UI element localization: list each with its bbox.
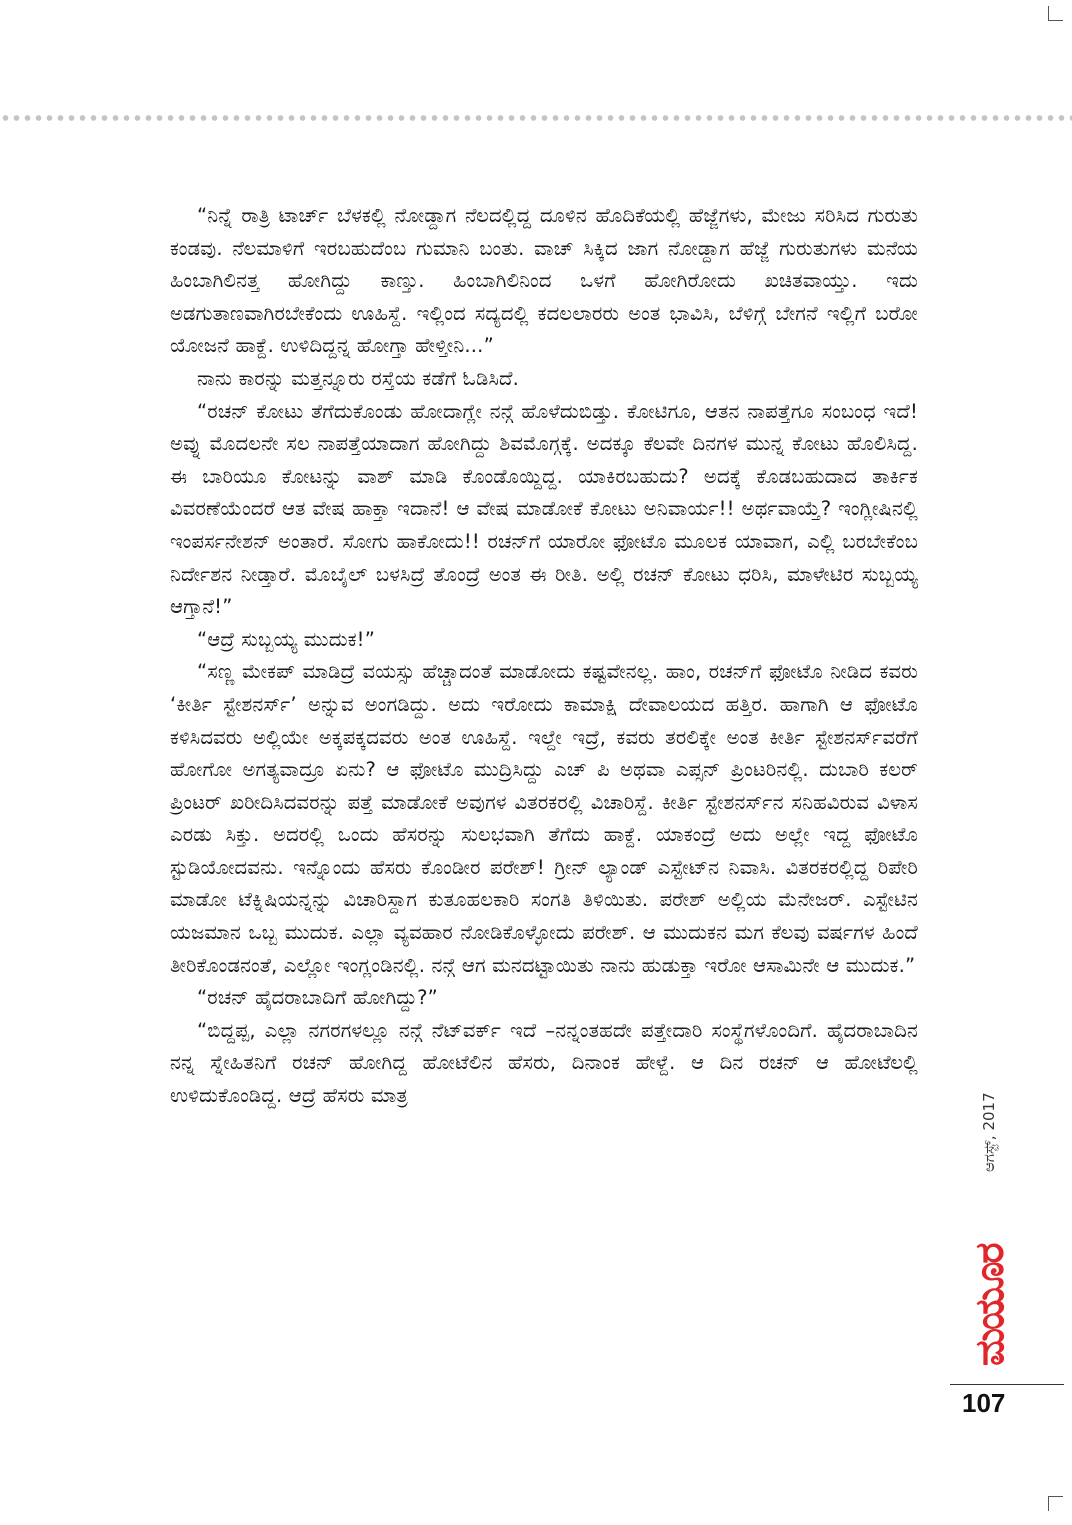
crop-mark-top-right (1048, 6, 1063, 21)
folio-rule (950, 1384, 1064, 1385)
paragraph: ನಾನು ಕಾರನ್ನು ಮತ್ತನ್ನೂರು ರಸ್ತೆಯ ಕಡೆಗೆ ಓಡಿಸಿದೆ. (197, 366, 519, 390)
article-body (170, 200, 918, 1113)
paragraph: “ಬಿದ್ದಪ್ಪ, ಎಲ್ಲಾ ನಗರಗಳಲ್ಲೂ ನನ್ಗೆ ನೆಟ್‌ವರ್ಕ್ ಇದೆ –ನನ್ನಂತಹದೇ ಪತ್ತೇದಾರಿ ಸಂಸ್ಥೆಗಳೊಂದಿಗೆ. ಹೈದರಾಬಾದಿನ ನನ್ನ ಸ್ನೇಹಿತನಿಗೆ ರಚನ್ ಹೋಗಿದ್ದ ಹೋಟೆಲಿನ ಹೆಸರು, ದಿನಾಂಕ ಹೇಳ್ದೆ. ಆ ದಿನ ರಚನ್ ಆ ಹೋಟೆಲಲ್ಲಿ ಉಳಿದುಕೊಂಡಿದ್ದ. ಆದ್ರೆ ಹೆಸರು ಮಾತ್ರ (170, 1018, 918, 1108)
paragraph: “ರಚನ್ ಹೈದರಾಬಾದಿಗೆ ಹೋಗಿದ್ದು?” (197, 986, 438, 1010)
magazine-sidebar (967, 1092, 1013, 1388)
paragraph: “ನಿನ್ನೆ ರಾತ್ರಿ ಟಾರ್ಚ್ ಬೆಳಕಲ್ಲಿ ನೋಡ್ದಾಗ ನೆಲದಲ್ಲಿದ್ದ ದೂಳಿನ ಹೊದಿಕೆಯಲ್ಲಿ ಹೆಜ್ಜೆಗಳು, ಮೇಜು ಸರಿಸಿದ ಗುರುತು ಕಂಡವು. ನೆಲಮಾಳಿಗೆ ಇರಬಹುದೆಂಬ ಗುಮಾನಿ ಬಂತು. ವಾಚ್ ಸಿಕ್ಕಿದ ಜಾಗ ನೋಡ್ದಾಗ ಹೆಜ್ಜೆ ಗುರುತುಗಳು ಮನೆಯ ಹಿಂಬಾಗಿಲಿನತ್ತ ಹೋಗಿದ್ದು ಕಾಣ್ತು. ಹಿಂಬಾಗಿಲಿನಿಂದ ಒಳಗೆ ಹೋಗಿರೋದು ಖಚಿತವಾಯ್ತು. ಇದು ಅಡಗುತಾಣವಾಗಿರಬೇಕೆಂದು ಊಹಿಸ್ದೆ. ಇಲ್ಲಿಂದ ಸದ್ಯದಲ್ಲಿ ಕದಲಲಾರರು ಅಂತ ಭಾವಿಸಿ, ಬೆಳಿಗ್ಗೆ ಬೇಗನೆ ಇಲ್ಲಿಗೆ ಬರೋ ಯೋಜನೆ ಹಾಕ್ದೆ. ಉಳಿದಿದ್ದನ್ನ ಹೋಗ್ತಾ ಹೇಳ್ತೀನಿ...” (170, 204, 918, 358)
paragraph: “ಸಣ್ಣ ಮೇಕಪ್ ಮಾಡಿದ್ರೆ ವಯಸ್ಸು ಹೆಚ್ಚಾದಂತೆ ಮಾಡೋದು ಕಷ್ಟವೇನಲ್ಲ. ಹಾಂ, ರಚನ್‌ಗೆ ಫೋಟೊ ನೀಡಿದ ಕವರು ‘ಕೀರ್ತಿ ಸ್ಟೇಶನರ್ಸ್’ ಅನ್ನುವ ಅಂಗಡಿದ್ದು. ಅದು ಇರೋದು ಕಾಮಾಕ್ಷಿ ದೇವಾಲಯದ ಹತ್ತಿರ. ಹಾಗಾಗಿ ಆ ಫೋಟೊ ಕಳಿಸಿದವರು ಅಲ್ಲಿಯೇ ಅಕ್ಕಪಕ್ಕದವರು ಅಂತ ಊಹಿಸ್ದೆ. ಇಲ್ದೇ ಇದ್ರೆ, ಕವರು ತರಲಿಕ್ಕೇ ಅಂತ ಕೀರ್ತಿ ಸ್ಟೇಶನರ್ಸ್‌ವರೆಗೆ ಹೋಗೋ ಅಗತ್ಯವಾದ್ರೂ ಏನು? ಆ ಫೋಟೊ ಮುದ್ರಿಸಿದ್ದು ಎಚ್ ಪಿ ಅಥವಾ ಎಪ್ಸನ್ ಪ್ರಿಂಟರಿನಲ್ಲಿ. ದುಬಾರಿ ಕಲರ್ ಪ್ರಿಂಟರ್ ಖರೀದಿಸಿದವರನ್ನು ಪತ್ತೆ ಮಾಡೋಕೆ ಅವುಗಳ ವಿತರಕರಲ್ಲಿ ವಿಚಾರಿಸ್ದೆ. ಕೀರ್ತಿ ಸ್ಟೇಶನರ್ಸ್‌ನ ಸನಿಹವಿರುವ ವಿಳಾಸ ಎರಡು ಸಿಕ್ತು. ಅದರಲ್ಲಿ ಒಂದು ಹೆಸರನ್ನು ಸುಲಭವಾಗಿ ತೆಗೆದು ಹಾಕ್ದೆ. ಯಾಕಂದ್ರೆ ಅದು ಅಲ್ಲೇ ಇದ್ದ ಫೋಟೊ ಸ್ಟುಡಿಯೋದವನು. ಇನ್ನೊಂದು ಹೆಸರು ಕೊಂಡೀರ ಪರೇಶ್! ಗ್ರೀನ್ ಲ್ಯಾಂಡ್ ಎಸ್ಟೇಟ್‌ನ ನಿವಾಸಿ. ವಿತರಕರಲ್ಲಿದ್ದ ರಿಪೇರಿ ಮಾಡೋ ಟೆಕ್ನಿಷಿಯನ್ನನ್ನು ವಿಚಾರಿಸ್ದಾಗ ಕುತೂಹಲಕಾರಿ ಸಂಗತಿ ತಿಳಿಯಿತು. ಪರೇಶ್ ಅಲ್ಲಿಯ ಮೆನೇಜರ್. ಎಸ್ಟೇಟಿನ ಯಜಮಾನ ಒಬ್ಬ ಮುದುಕ. ಎಲ್ಲಾ ವ್ಯವಹಾರ ನೋಡಿಕೊಳ್ಳೋದು ಪರೇಶ್. ಆ ಮುದುಕನ ಮಗ ಕೆಲವು ವರ್ಷಗಳ ಹಿಂದೆ ತೀರಿಕೊಂಡನಂತೆ, ಎಲ್ಲೋ ಇಂಗ್ಲಂಡಿನಲ್ಲಿ. ನನ್ಗೆ ಆಗ ಮನದಟ್ಟಾಯಿತು ನಾನು ಹುಡುಕ್ತಾ ಇರೋ ಆಸಾಮಿನೇ ಆ ಮುದುಕ.” (170, 660, 918, 977)
paragraph: “ಆದ್ರೆ ಸುಬ್ಬಯ್ಯ ಮುದುಕ!” (197, 627, 375, 651)
dotted-divider (0, 114, 1072, 122)
magazine-logo: ಮಯೂರ (967, 1244, 1013, 1366)
issue-date: ಆಗಸ್ಟ್, 2017 (980, 1092, 998, 1172)
page-number: 107 (962, 1388, 1006, 1418)
paragraph: “ರಚನ್ ಕೋಟು ತೆಗೆದುಕೊಂಡು ಹೋದಾಗ್ಲೇ ನನ್ಗೆ ಹೊಳೆದುಬಿಡ್ತು. ಕೋಟಿಗೂ, ಆತನ ನಾಪತ್ತೆಗೂ ಸಂಬಂಧ ಇದೆ! ಅವ್ನು ಮೊದಲನೇ ಸಲ ನಾಪತ್ತೆಯಾದಾಗ ಹೋಗಿದ್ದು ಶಿವಮೊಗ್ಗಕ್ಕೆ. ಅದಕ್ಕೂ ಕೆಲವೇ ದಿನಗಳ ಮುನ್ನ ಕೋಟು ಹೊಲಿಸಿದ್ದ. ಈ ಬಾರಿಯೂ ಕೋಟನ್ನು ವಾಶ್ ಮಾಡಿ ಕೊಂಡೊಯ್ದಿದ್ದ. ಯಾಕಿರಬಹುದು? ಅದಕ್ಕೆ ಕೊಡಬಹುದಾದ ತಾರ್ಕಿಕ ವಿವರಣೆಯೆಂದರೆ ಆತ ವೇಷ ಹಾಕ್ತಾ ಇದಾನೆ! ಆ ವೇಷ ಮಾಡೋಕೆ ಕೋಟು ಅನಿವಾರ್ಯ!! ಅರ್ಥವಾಯ್ತೆ? ಇಂಗ್ಲೀಷಿನಲ್ಲಿ ಇಂಪರ್ಸನೇಶನ್ ಅಂತಾರೆ. ಸೋಗು ಹಾಕೋದು!! ರಚನ್‌ಗೆ ಯಾರೋ ಫೋಟೊ ಮೂಲಕ ಯಾವಾಗ, ಎಲ್ಲಿ ಬರಬೇಕೆಂಬ ನಿರ್ದೇಶನ ನೀಡ್ತಾರೆ. ಮೊಬೈಲ್ ಬಳಸಿದ್ರೆ ತೊಂದ್ರೆ ಅಂತ ಈ ರೀತಿ. ಅಲ್ಲಿ ರಚನ್ ಕೋಟು ಧರಿಸಿ, ಮಾಳೇಟಿರ ಸುಬ್ಬಯ್ಯ ಆಗ್ತಾನೆ!” (170, 399, 918, 619)
crop-mark-bottom-right (1048, 1496, 1063, 1511)
